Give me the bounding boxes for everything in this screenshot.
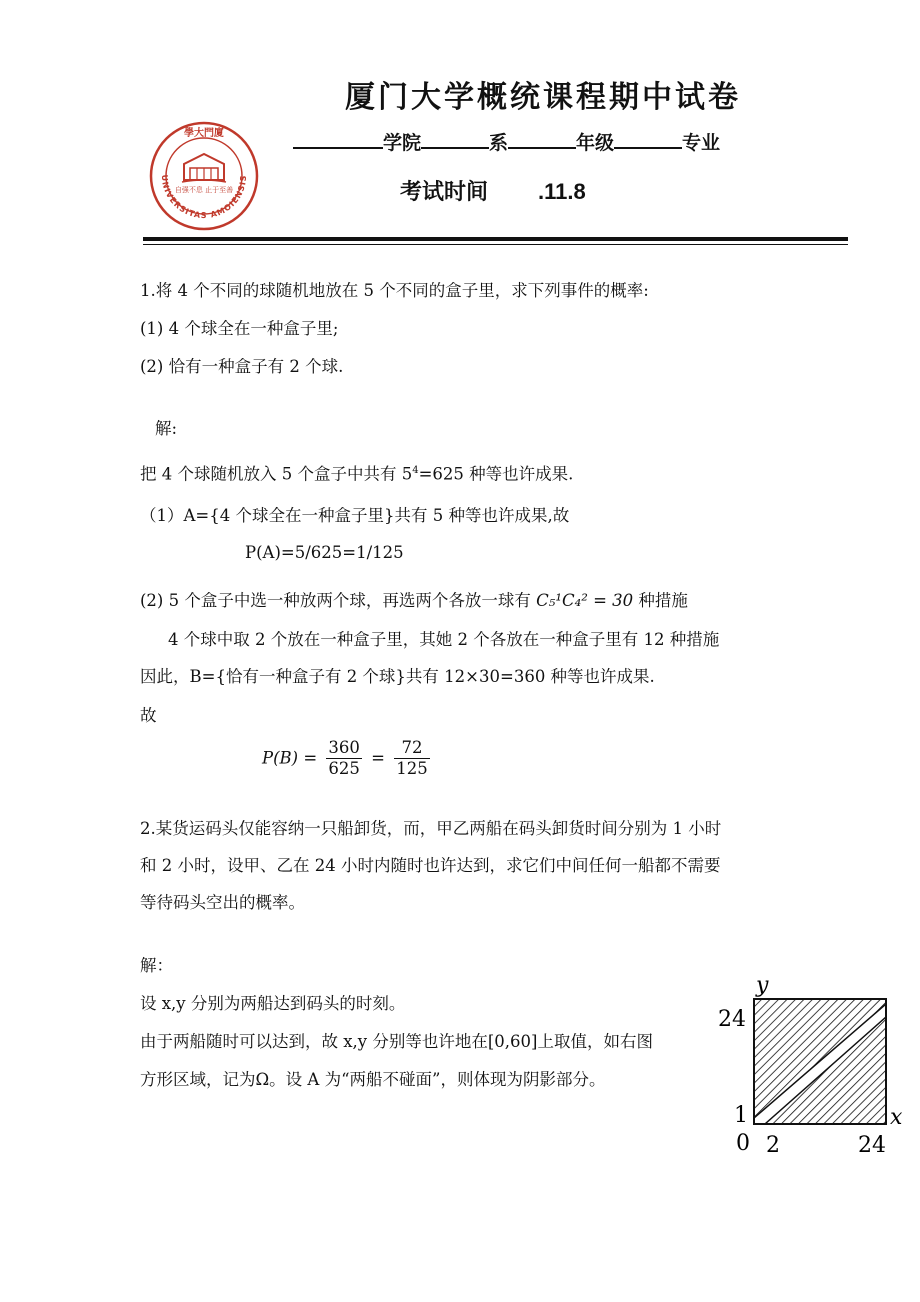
q1-total-pre: 把 4 个球随机放入 5 个盒子中共有 5 bbox=[140, 464, 413, 484]
major-blank[interactable] bbox=[614, 129, 682, 149]
header-rule-thick bbox=[143, 237, 848, 241]
q2-stem-line2: 和 2 小时，设甲、乙在 24 小时内随时也许达到，求它们中间任何一船都不需要 bbox=[140, 856, 721, 875]
q1-pb-num2: 72 bbox=[394, 738, 430, 759]
x-axis-label: x bbox=[890, 1105, 903, 1130]
y-tick-24: 24 bbox=[718, 1007, 746, 1032]
svg-text:UNIVERSITAS AMOIENSIS bbox=[160, 174, 248, 220]
q1-stem: 1.将 4 个不同的球随机地放在 5 个不同的盒子里，求下列事件的概率: bbox=[140, 281, 649, 300]
q1-pb-lhs: P(B) = bbox=[262, 748, 318, 768]
q1-pb-eq: = bbox=[371, 748, 385, 768]
q2-solution-label: 解： bbox=[140, 956, 173, 975]
x-tick-24: 24 bbox=[858, 1133, 886, 1158]
q2-stem-line3: 等待码头空出的概率。 bbox=[140, 893, 305, 912]
exam-time-label: 考试时间 bbox=[400, 179, 489, 205]
exam-date: .11.8 bbox=[538, 179, 586, 204]
page-title: 厦门大学概统课程期中试卷 bbox=[345, 80, 741, 115]
header-rule-thin bbox=[143, 244, 848, 245]
q1-total-exp: 4 bbox=[412, 465, 419, 476]
q1-solution-label: 解: bbox=[155, 419, 178, 438]
field-major-label: 专业 bbox=[682, 132, 721, 154]
q1-pb-den2: 125 bbox=[396, 759, 428, 778]
y-axis-label: y bbox=[756, 973, 769, 998]
q1-pb-formula bbox=[262, 738, 434, 779]
q1-a2-line2: 4 个球中取 2 个放在一种盒子里，其她 2 个各放在一种盒子里有 12 种措施 bbox=[168, 630, 720, 649]
q1-a2-text: (2) 5 个盒子中选一种放两个球，再选两个各放一球有 bbox=[140, 591, 531, 610]
q1-a2-line3: 因此，B={恰有一种盒子有 2 个球}共有 12×30=360 种等也许成果. bbox=[140, 667, 655, 686]
region-figure bbox=[712, 972, 908, 1162]
department-blank[interactable] bbox=[421, 129, 489, 149]
q2-stem-line1: 2.某货运码头仅能容纳一只船卸货，而，甲乙两船在码头卸货时间分别为 1 小时 bbox=[140, 819, 722, 838]
college-blank[interactable] bbox=[293, 129, 383, 149]
q2-sol-line3: 方形区域，记为Ω。设 A 为“两船不碰面”，则体现为阴影部分。 bbox=[140, 1070, 606, 1089]
seal-ring-text: UNIVERSITAS AMOIENSIS bbox=[159, 174, 249, 221]
q1-a2-tail: 种措施 bbox=[638, 591, 688, 610]
q2-sol-line2: 由于两船随时可以达到，故 x,y 分别等也许地在[0,60]上取值，如右图 bbox=[140, 1032, 653, 1051]
q1-a1-text: （1）A={4 个球全在一种盒子里}共有 5 种等也许成果,故 bbox=[140, 506, 570, 525]
seal-center-text: 自强不息 止于至善 bbox=[174, 186, 234, 194]
exam-time-line bbox=[400, 175, 586, 206]
q1-a2-comb: C₅¹C₄² = 30 bbox=[536, 591, 634, 610]
q2-sol-line1: 设 x,y 分别为两船达到码头的时刻。 bbox=[140, 994, 406, 1013]
q1-a2-text-line bbox=[140, 590, 688, 612]
q1-therefore: 故 bbox=[140, 706, 157, 725]
q1-total-post: =625 种等也许成果. bbox=[418, 464, 574, 484]
field-department-label: 系 bbox=[489, 132, 509, 154]
q1-total-outcomes bbox=[140, 460, 573, 486]
x-tick-2: 2 bbox=[766, 1133, 780, 1158]
student-info-fields bbox=[293, 128, 720, 155]
q1-part2: (2) 恰有一种盒子有 2 个球. bbox=[140, 357, 344, 376]
seal-top-text: 學大門廈 bbox=[184, 128, 224, 139]
origin-label: 0 bbox=[736, 1131, 750, 1156]
q1-pb-num1: 360 bbox=[328, 738, 360, 757]
y-tick-1: 1 bbox=[734, 1103, 748, 1128]
q1-pb-frac1 bbox=[326, 738, 362, 779]
q1-part1: (1) 4 个球全在一种盒子里; bbox=[140, 319, 339, 338]
university-seal bbox=[148, 120, 260, 232]
field-college-label: 学院 bbox=[383, 132, 422, 154]
q1-pb-frac2 bbox=[394, 738, 430, 779]
q1-a1-formula: P(A)=5/625=1/125 bbox=[245, 543, 404, 562]
field-grade-label: 年级 bbox=[576, 132, 615, 154]
grade-blank[interactable] bbox=[508, 129, 576, 149]
q1-pb-den1: 625 bbox=[328, 759, 360, 778]
